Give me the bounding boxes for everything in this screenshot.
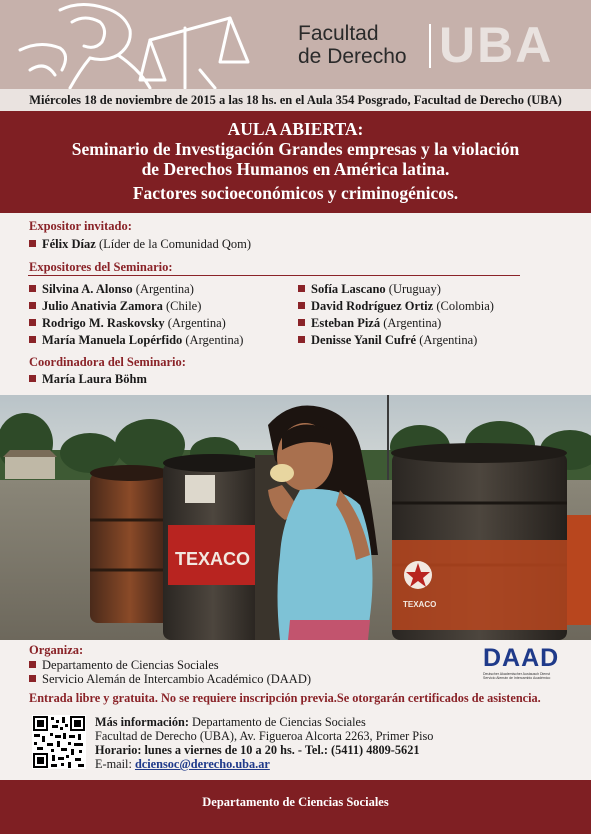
admission-notice: Entrada libre y gratuita. No se requiere inscripción previa.Se otorgarán certificados de asistencia. <box>29 691 541 705</box>
footer-banner <box>0 780 591 834</box>
daad-subtitle-2: Servicio Alemán de Intercambio Académico <box>483 676 551 680</box>
bullet-square-icon <box>29 285 36 292</box>
coordinator-label: Coordinadora del Seminario: <box>29 355 186 369</box>
email-label: E-mail: <box>95 757 132 771</box>
speaker-country: (Colombia) <box>436 299 494 313</box>
bullet-square-icon <box>29 240 36 247</box>
bullet-square-icon <box>298 302 305 309</box>
speaker-name: Sofía Lascano <box>311 282 386 296</box>
header-banner <box>0 0 591 89</box>
bullet-square-icon <box>29 302 36 309</box>
footer-text: Departamento de Ciencias Sociales <box>202 795 389 809</box>
seminar-speakers-label: Expositores del Seminario: <box>29 260 173 274</box>
speaker-item <box>29 316 226 331</box>
speaker-country: (Uruguay) <box>388 282 441 296</box>
justice-figure-illustration <box>0 0 270 89</box>
bullet-square-icon <box>29 675 36 682</box>
guest-speaker-item <box>29 237 251 252</box>
more-info-value: Departamento de Ciencias Sociales <box>192 715 366 729</box>
faculty-name <box>298 22 407 68</box>
uba-logo-text: UBA <box>439 17 554 73</box>
speaker-name: Rodrigo M. Raskovsky <box>42 316 165 330</box>
email-link[interactable]: dciensoc@derecho.uba.ar <box>134 757 270 771</box>
speaker-item <box>29 299 201 314</box>
title-line-1: AULA ABIERTA: <box>227 119 364 139</box>
speaker-name: María Manuela Lopérfido <box>42 333 183 347</box>
daad-logo <box>483 644 563 680</box>
more-info-line <box>95 715 366 730</box>
speaker-item <box>298 333 477 348</box>
speaker-name: Esteban Pizá <box>311 316 381 330</box>
hours-phone-line: Horario: lunes a viernes de 10 a 20 hs. - Tel.: (5411) 4809-5621 <box>95 743 420 757</box>
barrel-brand-label: TEXACO <box>175 549 251 569</box>
speaker-country: (Argentina) <box>419 333 478 347</box>
title-line-2: Seminario de Investigación Grandes empresas y la violación <box>71 139 520 159</box>
email-line <box>95 757 270 772</box>
organizer-name: Servicio Alemán de Intercambio Académico (DAAD) <box>42 672 312 686</box>
speaker-country: (Argentina) <box>185 333 244 347</box>
organizer-item <box>29 672 311 687</box>
section-divider <box>28 275 520 276</box>
speaker-item <box>298 299 494 314</box>
title-block <box>0 111 591 213</box>
girl-with-barrels-photo <box>0 395 591 640</box>
bullet-square-icon <box>29 375 36 382</box>
faculty-line-1: Facultad <box>298 22 379 45</box>
organizer-item <box>29 658 219 673</box>
event-dateline: Miércoles 18 de noviembre de 2015 a las 18 hs. en el Aula 354 Posgrado, Facultad de Derecho (UBA) <box>0 89 591 111</box>
title-line-3: de Derechos Humanos en América latina. <box>141 159 450 179</box>
title-line-4: Factores socioeconómicos y criminogénicos. <box>132 183 459 203</box>
bullet-square-icon <box>29 661 36 668</box>
event-photo <box>0 395 591 640</box>
bullet-square-icon <box>298 285 305 292</box>
organizers-label: Organiza: <box>29 643 84 657</box>
more-info-label: Más información: <box>95 715 189 729</box>
speaker-country: (Argentina) <box>383 316 442 330</box>
coordinator-item <box>29 372 147 387</box>
coordinator-name: María Laura Böhm <box>42 372 147 386</box>
organizer-name: Departamento de Ciencias Sociales <box>42 658 219 672</box>
guest-speaker-label: Expositor invitado: <box>29 219 132 233</box>
speaker-name: Silvina A. Alonso <box>42 282 133 296</box>
daad-subtitle-1: Deutscher Akademischer Austausch Dienst <box>483 672 550 676</box>
bullet-square-icon <box>29 336 36 343</box>
qr-code <box>32 715 86 769</box>
speaker-item <box>298 282 441 297</box>
speaker-country: (Argentina) <box>135 282 194 296</box>
speaker-item <box>29 282 194 297</box>
speaker-item <box>298 316 441 331</box>
speaker-name: Julio Anativia Zamora <box>42 299 163 313</box>
barrel-brand-label: TEXACO <box>403 600 437 609</box>
bullet-square-icon <box>298 319 305 326</box>
speaker-item <box>29 333 243 348</box>
speaker-name: Denisse Yanil Cufré <box>311 333 417 347</box>
guest-speaker-name: Félix Díaz <box>42 237 96 251</box>
address-line: Facultad de Derecho (UBA), Av. Figueroa Alcorta 2263, Primer Piso <box>95 729 434 743</box>
logo-divider <box>429 24 431 68</box>
speaker-name: David Rodríguez Ortiz <box>311 299 434 313</box>
bullet-square-icon <box>298 336 305 343</box>
guest-speaker-detail: (Líder de la Comunidad Qom) <box>98 237 251 251</box>
faculty-line-2: de Derecho <box>298 45 407 68</box>
speaker-country: (Chile) <box>165 299 202 313</box>
daad-logo-word: DAAD <box>483 644 560 672</box>
speaker-country: (Argentina) <box>167 316 226 330</box>
bullet-square-icon <box>29 319 36 326</box>
